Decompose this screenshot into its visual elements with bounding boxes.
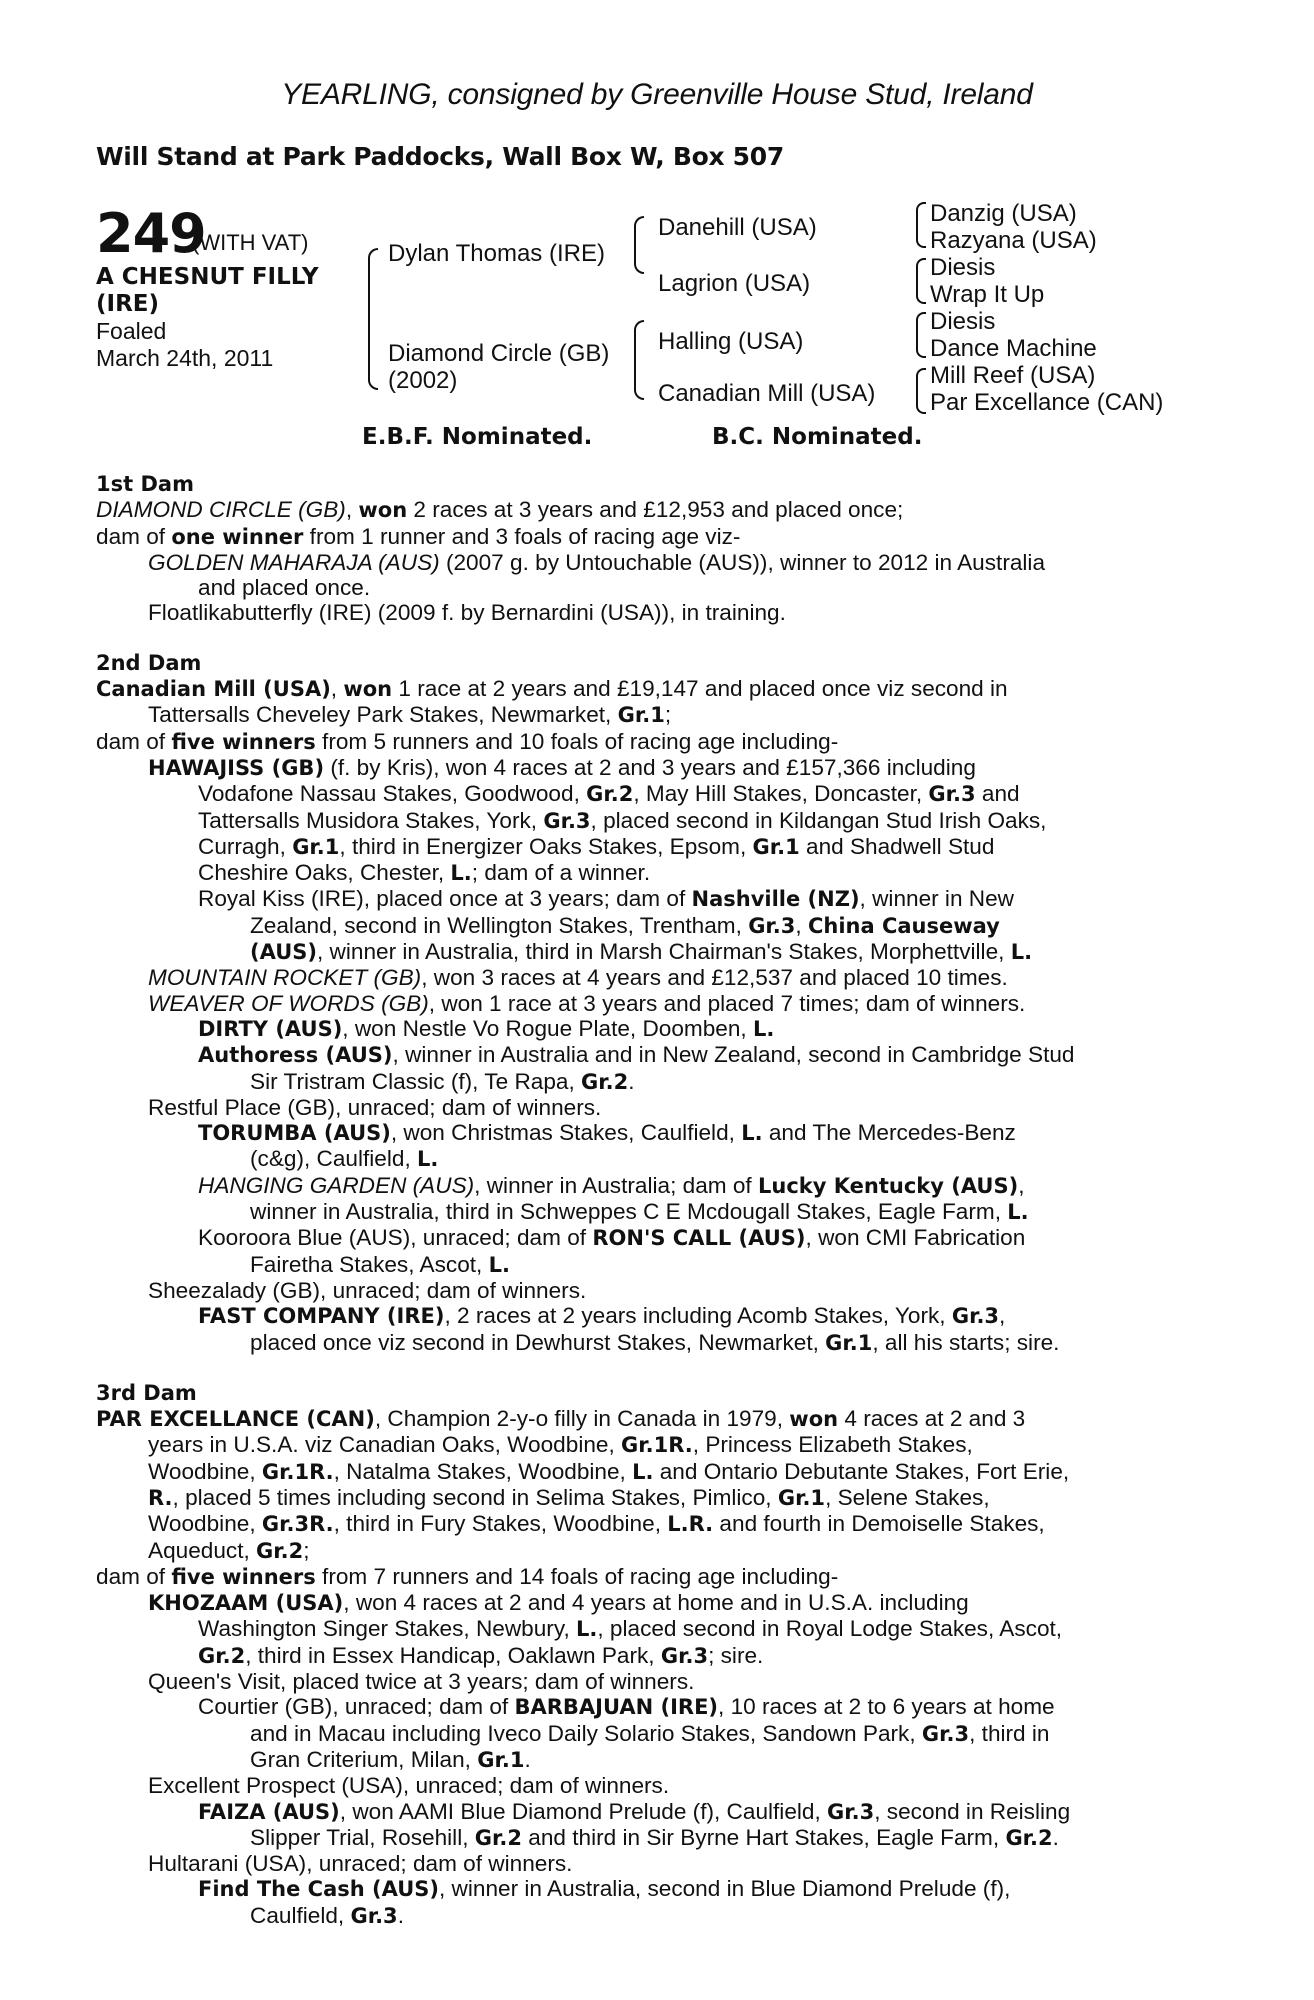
first-dam-heading: 1st Dam — [96, 472, 194, 496]
courtier-line-3: Gran Criterium, Milan, Gr.1. — [250, 1746, 531, 1772]
khozaam-line-3: Gr.2, third in Essex Handicap, Oaklawn Park, Gr.3; sire. — [198, 1642, 764, 1668]
faiza-line-2: Slipper Trial, Rosehill, Gr.2 and third in Sir Byrne Hart Stakes, Eagle Farm, Gr.2. — [250, 1824, 1059, 1850]
spacer — [96, 626, 1200, 651]
ancestor-4: Wrap It Up — [930, 281, 1045, 308]
produce-hawajiss: HAWAJISS (GB) (f. by Kris), won 4 races at 2 and 3 years and £157,366 including — [148, 754, 976, 780]
vat-note: (WITH VAT) — [192, 230, 309, 255]
bracket-g34 — [916, 258, 926, 304]
produce-excellent-prospect: Excellent Prospect (USA), unraced; dam of winners. — [148, 1773, 670, 1799]
produce-dirty: DIRTY (AUS), won Nestle Vo Rogue Plate, Doomben, L. — [198, 1015, 775, 1041]
page-title: YEARLING, consigned by Greenville House Stud, Ireland — [281, 78, 1033, 111]
bracket-sire-line — [634, 216, 644, 274]
ebf-nomination: E.B.F. Nominated. — [362, 424, 593, 450]
sire-sire: Danehill (USA) — [658, 214, 817, 241]
lot-description-country: (IRE) — [96, 291, 160, 317]
produce-royal-kiss: Royal Kiss (IRE), placed once at 3 years; dam of Nashville (NZ), winner in New — [198, 886, 1014, 912]
produce-find-the-cash: Find The Cash (AUS), winner in Australia, second in Blue Diamond Prelude (f), — [198, 1876, 1011, 1902]
third-dam-line-5: Woodbine, Gr.3R., third in Fury Stakes, Woodbine, L.R. and fourth in Demoiselle Stakes, — [148, 1511, 1045, 1537]
royal-kiss-line-3: (AUS), winner in Australia, third in Marsh Chairman's Stakes, Morphettville, L. — [250, 939, 1033, 965]
dam-sire: Halling (USA) — [658, 328, 804, 355]
pedigree-block — [96, 196, 1226, 456]
first-dam-produce: dam of one winner from 1 runner and 3 foals of racing age viz- — [96, 523, 741, 549]
lot-info — [96, 264, 319, 372]
hawajiss-line-2: Vodafone Nassau Stakes, Goodwood, Gr.2, May Hill Stakes, Doncaster, Gr.3 and — [198, 781, 1020, 807]
second-dam-heading: 2nd Dam — [96, 650, 202, 675]
royal-kiss-line-2: Zealand, second in Wellington Stakes, Trentham, Gr.3, China Causeway — [250, 912, 1000, 938]
produce-kooroora-blue: Kooroora Blue (AUS), unraced; dam of RON'S CALL (AUS), won CMI Fabrication — [198, 1225, 1026, 1251]
stand-location: Will Stand at Park Paddocks, Wall Box W, Box 507 — [96, 142, 784, 171]
family-text — [96, 472, 1200, 1929]
authoress-line-2: Sir Tristram Classic (f), Te Rapa, Gr.2. — [250, 1068, 635, 1094]
bracket-sire-dam — [368, 248, 378, 390]
bracket-g56 — [916, 312, 926, 358]
find-the-cash-line-2: Caulfield, Gr.3. — [250, 1902, 404, 1928]
bracket-g12 — [916, 202, 926, 248]
second-dam-produce: dam of five winners from 5 runners and 10 foals of racing age including- — [96, 728, 839, 754]
produce-fast-company: FAST COMPANY (IRE), 2 races at 2 years including Acomb Stakes, York, Gr.3, — [198, 1303, 1006, 1329]
produce-khozaam: KHOZAAM (USA), won 4 races at 2 and 4 years at home and in U.S.A. including — [148, 1590, 969, 1616]
produce-sheezalady: Sheezalady (GB), unraced; dam of winners. — [148, 1277, 587, 1303]
sire-dam: Lagrion (USA) — [658, 270, 811, 297]
courtier-line-2: and in Macau including Iveco Daily Solario Stakes, Sandown Park, Gr.3, third in — [250, 1720, 1050, 1746]
hawajiss-line-3: Tattersalls Musidora Stakes, York, Gr.3, placed second in Kildangan Stud Irish Oaks, — [198, 807, 1047, 833]
produce-queens-visit: Queen's Visit, placed twice at 3 years; dam of winners. — [148, 1669, 695, 1695]
khozaam-line-2: Washington Singer Stakes, Newbury, L., placed second in Royal Lodge Stakes, Ascot, — [198, 1616, 1063, 1642]
torumba-line-2: (c&g), Caulfield, L. — [250, 1146, 439, 1172]
produce-restful-place: Restful Place (GB), unraced; dam of winners. — [148, 1094, 602, 1120]
first-dam-line: DIAMOND CIRCLE (GB), won 2 races at 3 years and £12,953 and placed once; — [96, 497, 904, 523]
lot-number: 249 — [96, 202, 206, 265]
ancestor-5: Diesis — [930, 308, 996, 335]
bracket-dam-line — [634, 320, 644, 400]
produce-mountain-rocket: MOUNTAIN ROCKET (GB), won 3 races at 4 years and £12,537 and placed 10 times. — [148, 965, 1008, 991]
produce-hultarani: Hultarani (USA), unraced; dam of winners. — [148, 1851, 573, 1877]
produce-hanging-garden: HANGING GARDEN (AUS), winner in Australia; dam of Lucky Kentucky (AUS), — [198, 1172, 1025, 1198]
produce-golden-maharaja-cont: and placed once. — [198, 575, 371, 601]
produce-courtier: Courtier (GB), unraced; dam of BARBAJUAN (IRE), 10 races at 2 to 6 years at home — [198, 1694, 1055, 1720]
third-dam-line: PAR EXCELLANCE (CAN), Champion 2-y-o filly in Canada in 1979, won 4 races at 2 and 3 — [96, 1406, 1026, 1432]
hawajiss-line-4: Curragh, Gr.1, third in Energizer Oaks Stakes, Epsom, Gr.1 and Shadwell Stud — [198, 833, 995, 859]
foaled-label: Foaled — [96, 318, 167, 344]
third-dam-line-6: Aqueduct, Gr.2; — [148, 1537, 310, 1563]
third-dam-heading: 3rd Dam — [96, 1380, 197, 1405]
dam-dam: Canadian Mill (USA) — [658, 380, 876, 407]
foaled-date: March 24th, 2011 — [96, 345, 274, 371]
kooroora-blue-line-2: Fairetha Stakes, Ascot, L. — [250, 1251, 510, 1277]
fast-company-line-2: placed once viz second in Dewhurst Stakes, Newmarket, Gr.1, all his starts; sire. — [250, 1329, 1060, 1355]
third-dam-line-2: years in U.S.A. viz Canadian Oaks, Woodbine, Gr.1R., Princess Elizabeth Stakes, — [148, 1432, 973, 1458]
ancestor-6: Dance Machine — [930, 335, 1097, 362]
third-dam-produce: dam of five winners from 7 runners and 14 foals of racing age including- — [96, 1563, 839, 1589]
sire: Dylan Thomas (IRE) — [388, 240, 605, 267]
ancestor-1: Danzig (USA) — [930, 200, 1077, 227]
produce-faiza: FAIZA (AUS), won AAMI Blue Diamond Prelude (f), Caulfield, Gr.3, second in Reisling — [198, 1798, 1071, 1824]
produce-weaver-of-words: WEAVER OF WORDS (GB), won 1 race at 3 years and placed 7 times; dam of winners. — [148, 990, 1026, 1016]
second-dam-line: Canadian Mill (USA), won 1 race at 2 years and £19,147 and placed once viz second in — [96, 676, 1008, 702]
dam-year: (2002) — [388, 367, 458, 394]
ancestor-2: Razyana (USA) — [930, 227, 1097, 254]
produce-authoress: Authoress (AUS), winner in Australia and in New Zealand, second in Cambridge Stud — [198, 1042, 1075, 1068]
dam: Diamond Circle (GB) — [388, 340, 610, 367]
hawajiss-line-5: Cheshire Oaks, Chester, L.; dam of a winner. — [198, 860, 651, 886]
produce-golden-maharaja: GOLDEN MAHARAJA (AUS) (2007 g. by Untouchable (AUS)), winner to 2012 in Australia — [148, 549, 1046, 575]
ancestor-3: Diesis — [930, 254, 996, 281]
third-dam-line-4: R., placed 5 times including second in Selima Stakes, Pimlico, Gr.1, Selene Stakes, — [148, 1484, 990, 1510]
third-dam-line-3: Woodbine, Gr.1R., Natalma Stakes, Woodbine, L. and Ontario Debutante Stakes, Fort Erie, — [148, 1458, 1070, 1484]
bc-nomination: B.C. Nominated. — [712, 424, 923, 450]
ancestor-7: Mill Reef (USA) — [930, 362, 1096, 389]
spacer — [96, 1356, 1200, 1381]
second-dam-line-2: Tattersalls Cheveley Park Stakes, Newmarket, Gr.1; — [148, 702, 672, 728]
ancestor-8: Par Excellance (CAN) — [930, 389, 1164, 416]
hanging-garden-line-2: winner in Australia, third in Schweppes C E Mcdougall Stakes, Eagle Farm, L. — [250, 1199, 1029, 1225]
produce-torumba: TORUMBA (AUS), won Christmas Stakes, Caulfield, L. and The Mercedes-Benz — [198, 1120, 1016, 1146]
lot-description: A CHESNUT FILLY — [96, 264, 319, 290]
produce-floatlikabutterfly: Floatlikabutterfly (IRE) (2009 f. by Bernardini (USA)), in training. — [148, 600, 786, 626]
bracket-g78 — [916, 368, 926, 414]
